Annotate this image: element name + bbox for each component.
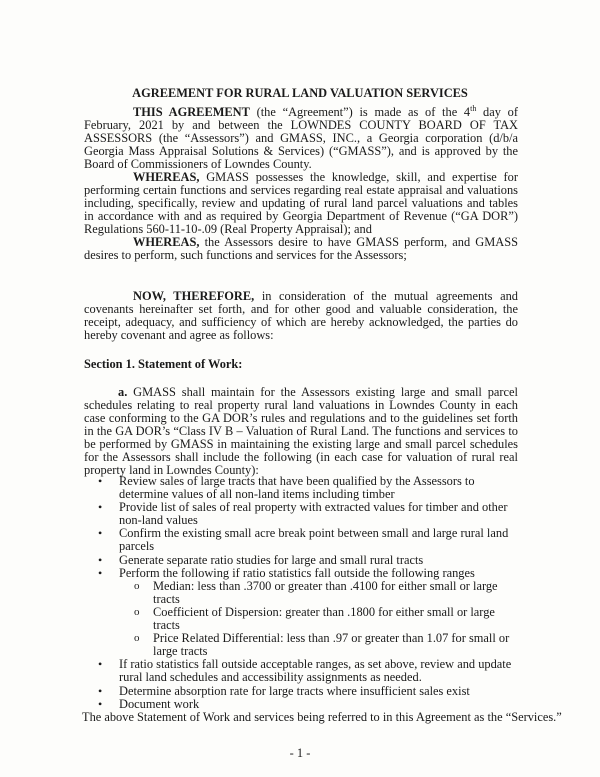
lead: NOW, THEREFORE, xyxy=(133,289,255,303)
lead: THIS AGREEMENT xyxy=(133,105,250,119)
superscript: th xyxy=(470,103,477,113)
statement-of-work-list xyxy=(82,474,562,724)
lead: a. xyxy=(118,385,128,399)
text: GMASS possesses the knowledge, skill, and expertise for performing certain functions and services regarding real estate appraisal and valuations including, specifically, review and updating of rural land parcel valuations and tables in accordance with and as required by Georgia Department of Revenue (“GA DOR”) Regulations 560-11-10-.09 (Real Property Appraisal); and xyxy=(84,170,518,236)
intro-paragraph xyxy=(84,103,518,171)
page-number: - 1 - xyxy=(289,746,311,760)
now-therefore-paragraph xyxy=(84,290,518,342)
lead: WHEREAS, xyxy=(133,235,200,249)
list-item: • Generate separate ratio studies for large and small rural tracts xyxy=(84,554,518,567)
section-a-paragraph xyxy=(84,386,518,477)
whereas-paragraph-2 xyxy=(84,236,518,262)
sub-list-item: o Price Related Differential: less than .97 or greater than 1.07 for small or large tracts xyxy=(84,632,518,658)
text: in consideration of the mutual agreements and covenants hereinafter set forth, and for other good and valuable consideration, the receipt, adequacy, and sufficiency of which are hereby acknowledged, the parties do hereby covenant and agree as follows: xyxy=(84,289,518,342)
list-item: • If ratio statistics fall outside acceptable ranges, as set above, review and update rural land schedules and accessibility assignments as needed. xyxy=(84,658,518,684)
list-item: • Perform the following if ratio statistics fall outside the following ranges xyxy=(84,567,518,580)
closing-sentence: The above Statement of Work and services being referred to in this Agreement as the “Services.” xyxy=(82,709,562,724)
list-item: • Provide list of sales of real property with extracted values for timber and other non-land values xyxy=(84,501,518,527)
whereas-paragraph-1 xyxy=(84,171,518,236)
sub-list-item: o Coefficient of Dispersion: greater than .1800 for either small or large tracts xyxy=(84,606,518,632)
section-heading: Section 1. Statement of Work: xyxy=(84,357,243,371)
text: the Assessors desire to have GMASS perform, and GMASS desires to perform, such functions and services for the Assessors; xyxy=(84,235,518,262)
text: (the “Agreement”) is made as of the 4 xyxy=(249,105,471,119)
text: day of February, 2021 by and between the LOWNDES COUNTY BOARD OF TAX ASSESSORS (the “Assessors”) and GMASS, INC., a Georgia corporation (d/b/a Georgia Mass Appraisal Solutions & Services) (“GMASS”), and is approved by the Board of Commissioners of Lowndes County. xyxy=(84,105,518,171)
list-item: • Confirm the existing small acre break point between small and large rural land parcels xyxy=(84,527,518,553)
list-item: • Determine absorption rate for large tracts where insufficient sales exist xyxy=(84,685,518,698)
list-item: • Review sales of large tracts that have been qualified by the Assessors to determine values of all non-land items including timber xyxy=(84,475,518,501)
list-item: • Document work xyxy=(84,698,518,711)
document-title: AGREEMENT FOR RURAL LAND VALUATION SERVICES xyxy=(132,86,468,100)
sub-list-item: o Median: less than .3700 or greater than .4100 for either small or large tracts xyxy=(84,580,518,606)
lead: WHEREAS, xyxy=(133,170,200,184)
text: GMASS shall maintain for the Assessors existing large and small parcel schedules relating to real property rural land valuations in Lowndes County in each case conforming to the GA DOR’s rules and regulations and to the guidelines set forth in the GA DOR’s “Class IV B – Valuation of Rural Land. The functions and services to be performed by GMASS in maintaining the existing large and small parcel schedules for the Assessors shall include the following (in each case for valuation of rural real property land in Lowndes County): xyxy=(84,385,518,477)
